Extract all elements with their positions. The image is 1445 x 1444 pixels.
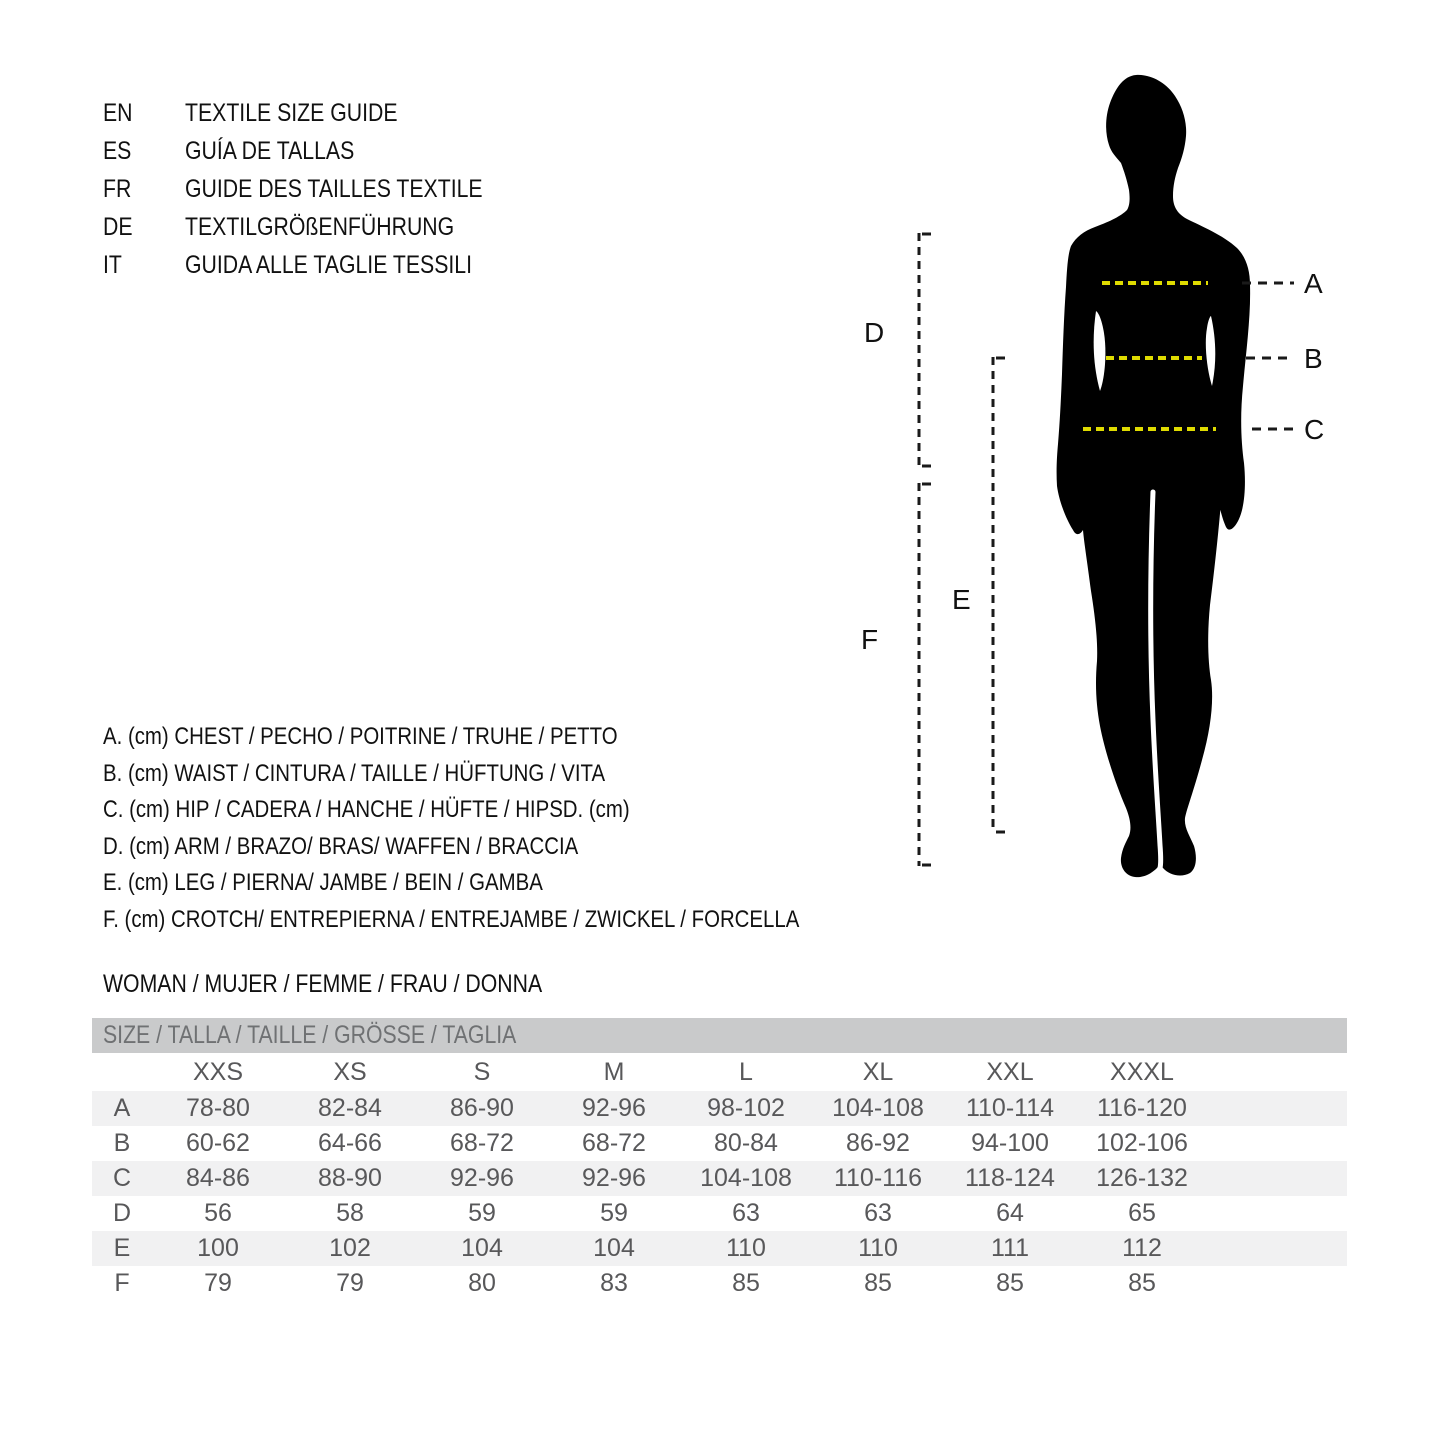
cell-a-m: 92-96 [582,1094,646,1122]
cell-e-filler [1208,1231,1347,1266]
lang-code-en-text: EN [103,98,133,127]
cell-a-xs: 82-84 [318,1094,382,1122]
size-header-row [92,1053,1347,1091]
figure-label-crotch: F [861,624,879,655]
cell-f-xxs: 79 [204,1269,232,1297]
legend-item-chest-text: A. (cm) CHEST / PECHO / POITRINE / TRUHE / PETTO [103,723,618,751]
cell-d-xxs: 56 [204,1199,232,1227]
cell-e-xs: 102 [329,1234,371,1262]
cell-a-xxl: 110-114 [965,1094,1055,1122]
cell-d-l: 63 [732,1199,760,1227]
cell-e-xxxl: 112 [1122,1234,1162,1262]
size-col-l: L [739,1057,753,1086]
size-col-xxxl: XXXL [1110,1057,1174,1086]
cell-b-filler [1208,1126,1347,1161]
lang-code-it [103,251,185,280]
cell-b-s: 68-72 [450,1129,514,1157]
cell-f-xl: 85 [864,1269,892,1297]
title-en-text: TEXTILE SIZE GUIDE [185,98,398,127]
cell-f-s: 80 [468,1269,496,1297]
legend-item-arm [103,829,922,866]
title-de [185,213,502,242]
legend-item-chest [103,719,922,756]
figure-label-leg: E [952,584,971,615]
cell-b-xl: 86-92 [846,1129,910,1157]
cell-f-xxl: 85 [996,1269,1024,1297]
cell-c-s: 92-96 [450,1164,514,1192]
title-row-it [103,246,535,284]
cell-d-xxxl: 65 [1128,1199,1156,1227]
size-table-grid [92,1053,1347,1301]
title-en [185,99,435,128]
cell-f-xs: 79 [336,1269,364,1297]
cell-b-xs: 64-66 [318,1129,382,1157]
cell-c-m: 92-96 [582,1164,646,1192]
cell-f-m: 83 [600,1269,628,1297]
cell-a-xl: 104-108 [832,1094,924,1122]
cell-c-xl: 110-116 [833,1164,923,1192]
lang-code-de-text: DE [103,212,133,241]
cell-b-m: 68-72 [582,1129,646,1157]
cell-c-xs: 88-90 [318,1164,382,1192]
cell-d-m: 59 [600,1199,628,1227]
lang-code-es [103,137,185,166]
cell-a-s: 86-90 [450,1094,514,1122]
woman-measurement-diagram [850,60,1410,900]
row-label-a: A [113,1094,131,1122]
cell-c-xxs: 84-86 [186,1164,250,1192]
figure-label-chest: A [1304,268,1323,299]
legend-item-arm-text: D. (cm) ARM / BRAZO/ BRAS/ WAFFEN / BRACCIA [103,832,579,860]
cell-f-l: 85 [732,1269,760,1297]
title-row-fr [103,170,535,208]
size-col-m: M [603,1057,625,1086]
cell-a-l: 98-102 [707,1094,785,1122]
title-es [185,137,384,166]
cell-e-xxs: 100 [197,1234,239,1262]
title-row-en [103,94,535,132]
legend-item-hip [103,792,922,829]
lang-code-es-text: ES [103,136,132,165]
lang-code-fr-text: FR [103,174,132,203]
lang-code-en [103,99,185,128]
size-col-xs: XS [333,1057,367,1086]
cell-d-s: 59 [468,1199,496,1227]
title-it-text: GUIDA ALLE TAGLIE TESSILI [185,250,473,279]
size-col-xxs: XXS [192,1057,244,1086]
title-fr-text: GUIDE DES TAILLES TEXTILE [185,174,483,203]
lang-code-fr [103,175,185,204]
cell-e-xxl: 111 [990,1234,1029,1262]
cell-d-xs: 58 [336,1199,364,1227]
cell-a-filler [1208,1091,1347,1126]
cell-b-xxxl: 102-106 [1096,1129,1188,1157]
cell-e-l: 110 [726,1234,766,1262]
title-row-es [103,132,535,170]
figure-label-hip: C [1304,414,1325,445]
table-row-waist [92,1126,1347,1161]
title-it [185,251,523,280]
cell-b-l: 80-84 [714,1129,778,1157]
legend-item-crotch [103,902,922,939]
size-header-spacer [92,1053,152,1091]
cell-b-xxs: 60-62 [186,1129,250,1157]
cell-a-xxxl: 116-120 [1097,1094,1187,1122]
legend-item-hip-text: C. (cm) HIP / CADERA / HANCHE / HÜFTE / HIPSD. (cm) [103,796,630,824]
legend-item-crotch-text: F. (cm) CROTCH/ ENTREPIERNA / ENTREJAMBE / ZWICKEL / FORCELLA [103,905,800,933]
cell-e-m: 104 [593,1234,635,1262]
size-col-filler [1208,1053,1347,1091]
title-de-text: TEXTILGRÖßENFÜHRUNG [185,212,455,241]
cell-c-filler [1208,1161,1347,1196]
cell-b-xxl: 94-100 [971,1129,1049,1157]
row-label-e: E [113,1234,131,1262]
lang-code-de [103,213,185,242]
table-row-hip [92,1161,1347,1196]
cell-f-xxxl: 85 [1128,1269,1156,1297]
size-col-xxl: XXL [986,1057,1034,1086]
title-es-text: GUÍA DE TALLAS [185,136,355,165]
row-label-c: C [112,1164,132,1192]
legend-item-leg-text: E. (cm) LEG / PIERNA/ JAMBE / BEIN / GAMBA [103,869,543,897]
cell-c-xxl: 118-124 [965,1164,1055,1192]
cell-d-xxl: 64 [996,1199,1024,1227]
figure-label-waist: B [1304,343,1323,374]
row-label-d: D [112,1199,132,1227]
size-table-header-text: SIZE / TALLA / TAILLE / GRÖSSE / TAGLIA [103,1021,517,1049]
cell-f-filler [1208,1266,1347,1301]
cell-e-s: 104 [461,1234,503,1262]
table-row-chest [92,1091,1347,1126]
cell-c-xxxl: 126-132 [1096,1164,1188,1192]
size-col-s: S [473,1057,491,1086]
title-block [103,94,535,284]
section-heading-woman-text: WOMAN / MUJER / FEMME / FRAU / DONNA [103,970,543,998]
size-table-header-bar [92,1018,1347,1053]
table-row-leg [92,1231,1347,1266]
size-table [92,1018,1347,1301]
measurement-legend [103,719,922,938]
lang-code-it-text: IT [103,250,122,279]
cell-c-l: 104-108 [700,1164,792,1192]
table-row-crotch [92,1266,1347,1301]
legend-item-leg [103,865,922,902]
table-row-arm [92,1196,1347,1231]
row-label-b: B [113,1129,131,1157]
cell-d-filler [1208,1196,1347,1231]
cell-a-xxs: 78-80 [186,1094,250,1122]
arm-measure-line [919,233,931,467]
title-fr [185,175,535,204]
section-heading-woman [103,970,620,999]
row-label-f: F [114,1269,130,1297]
figure-label-arm: D [864,317,885,348]
size-col-xl: XL [862,1057,894,1086]
cell-e-xl: 110 [858,1234,898,1262]
leg-measure-line [993,357,1005,833]
legend-item-waist [103,756,922,793]
title-row-de [103,208,535,246]
legend-item-waist-text: B. (cm) WAIST / CINTURA / TAILLE / HÜFTUNG / VITA [103,759,606,787]
cell-d-xl: 63 [864,1199,892,1227]
